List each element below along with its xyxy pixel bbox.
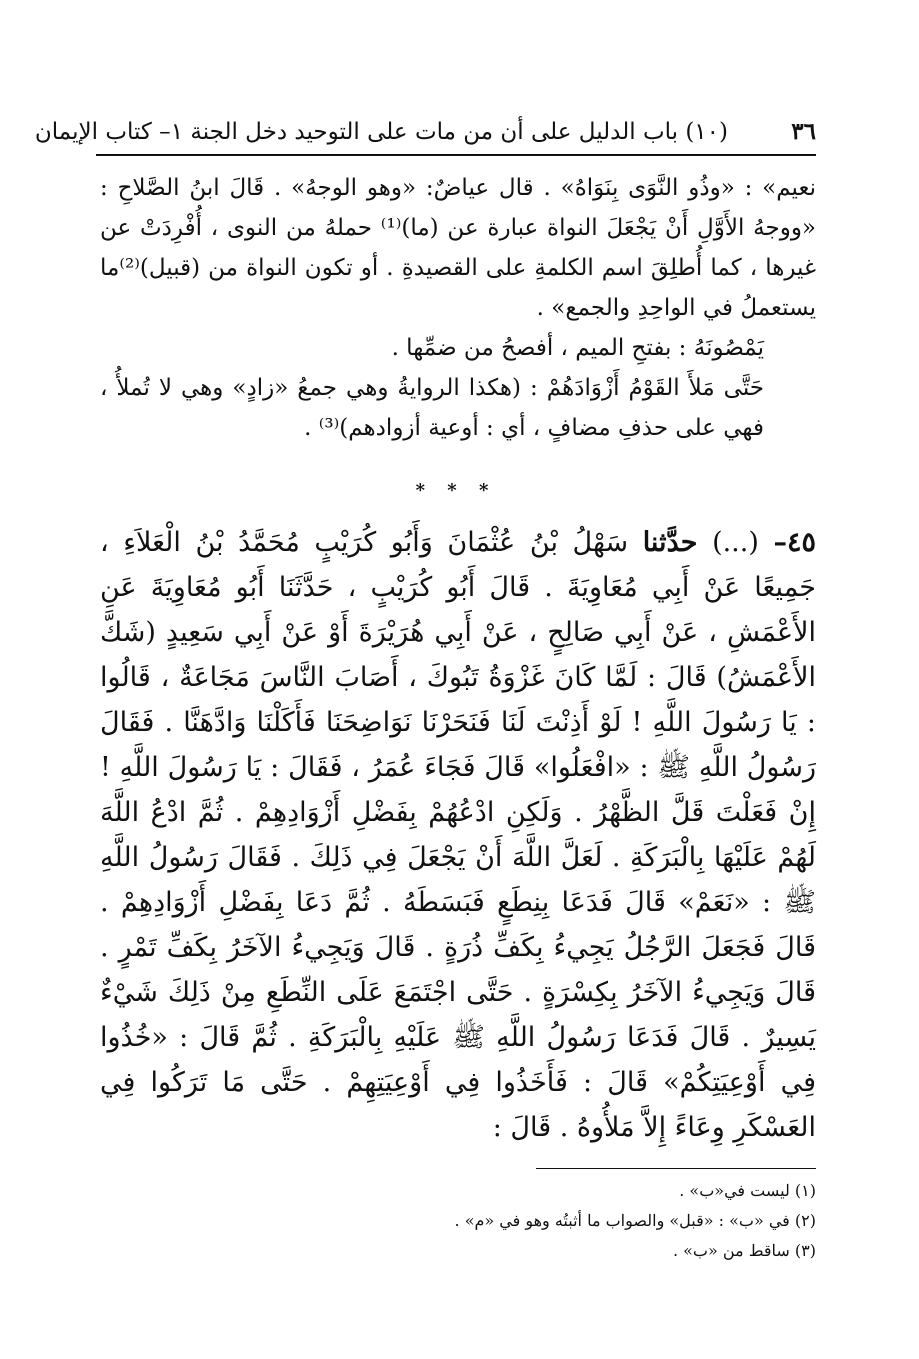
hadith-opening: حدَّثنا [642, 527, 698, 558]
header-rule [96, 154, 816, 156]
footnotes [300, 1176, 816, 1266]
running-header [34, 112, 816, 152]
hadith-ellipsis: (...) [712, 527, 759, 558]
page-number: ٣٦ [791, 118, 816, 145]
footnote: (٣) ساقط من «ب» . [672, 1241, 816, 1260]
commentary-paragraph: يَمْصُونَهُ : بفتحِ الميم ، أفصحُ من ضمِّها . [391, 335, 764, 361]
commentary-block [100, 168, 816, 448]
footnote: (١) ليست في«ب» . [679, 1181, 816, 1200]
footnote-rule [536, 1168, 816, 1169]
footnote: (٢) في «ب» : «قبل» والصواب ما أثبتُه وهو في «م» . [454, 1211, 816, 1230]
running-title: (١٠) باب الدليل على أن من مات على التوحيد دخل الجنة ١– كتاب الإيمان [34, 119, 728, 145]
hadith-text [100, 520, 816, 1150]
hadith-body: سَهْلُ بْنُ عُثْمَانَ وَأَبُو كُرَيْبٍ مُحَمَّدُ بْنُ الْعَلاَءِ ، جَمِيعًا عَنْ أَبِي مُعَاوِيَةَ . قَالَ أَبُو كُرَيْبٍ ، حَدَّثَنَا أَبُو مُعَاوِيَةَ عَنِ الأَعْمَشِ ، عَنْ أَبِي صَالِحٍ ، عَنْ أَبِي هُرَيْرَةَ أَوْ عَنْ أَبِي سَعِيدٍ (شَكَّ الأَعْمَشُ) قَالَ : لَمَّا كَانَ غَزْوَةُ تَبُوكَ ، أَصَابَ النَّاسَ مَجَاعَةٌ ، قَالُوا : يَا رَسُولَ اللَّهِ ! لَوْ أَذِنْتَ لَنَا فَنَحَرْنَا نَوَاضِحَنَا فَأَكَلْنَا وَادَّهَنَّا . فَقَالَ رَسُولُ اللَّهِ ﷺ : «افْعَلُوا» قَالَ فَجَاءَ عُمَرُ ، فَقَالَ : يَا رَسُولَ اللَّهِ ! إِنْ فَعَلْتَ قَلَّ الظَّهْرُ . وَلَكِنِ ادْعُهُمْ بِفَضْلِ أَزْوَادِهِمْ . ثُمَّ ادْعُ اللَّهَ لَهُمْ عَلَيْهَا بِالْبَرَكَةِ . لَعَلَّ اللَّهَ أَنْ يَجْعَلَ فِي ذَلِكَ . فَقَالَ رَسُولُ اللَّهِ ﷺ : «نَعَمْ» قَالَ فَدَعَا بِنِطَعٍ فَبَسَطَهُ . ثُمَّ دَعَا بِفَضْلِ أَزْوَادِهِمْ . قَالَ فَجَعَلَ الرَّجُلُ يَجِيءُ بِكَفِّ ذُرَةٍ . قَالَ وَيَجِيءُ الآخَرُ بِكَفِّ تَمْرٍ . قَالَ وَيَجِيءُ الآخَرُ بِكِسْرَةٍ . حَتَّى اجْتَمَعَ عَلَى النِّطَعِ مِنْ ذَلِكَ شَيْءٌ يَسِيرٌ . قَالَ فَدَعَا رَسُولُ اللَّهِ ﷺ عَلَيْهِ بِالْبَرَكَةِ . ثُمَّ قَالَ : «خُذُوا فِي أَوْعِيَتِكُمْ» قَالَ : فَأَخَذُوا فِي أَوْعِيَتِهِمْ . حَتَّى مَا تَرَكُوا فِي العَسْكَرِ وِعَاءً إِلاَّ مَلأُوهُ . قَالَ : [100, 527, 816, 1143]
commentary-paragraph: نعيم» : «وذُو النَّوَى بِنَوَاهُ» . قال عياضٌ: «وهو الوجهُ» . قَالَ ابنُ الصَّلاحِ : «ووجهُ الأَوَّلِ أَنْ يَجْعَلَ النواة عبارة عن (ما)⁽¹⁾ حملهُ من النوى ، أُفْرِدَتْ عن غيرها ، كما أُطلِقَ اسم الكلمةِ على القصيدةِ . أو تكون النواة من (قبيل)⁽²⁾ما يستعملُ في الواحِدِ والجمع» . [100, 175, 817, 321]
commentary-paragraph: حَتَّى مَلأَ القَوْمُ أَزْوَادَهُمْ : (هكذا الروايةُ وهي جمعُ «زادٍ» وهي لا تُملأُ ، فهي على حذفِ مضافٍ ، أي : أوعية أزوادهم)⁽³⁾ . [100, 375, 764, 441]
section-separator: * * * [415, 480, 497, 501]
hadith-number: ٤٥– [773, 527, 817, 558]
